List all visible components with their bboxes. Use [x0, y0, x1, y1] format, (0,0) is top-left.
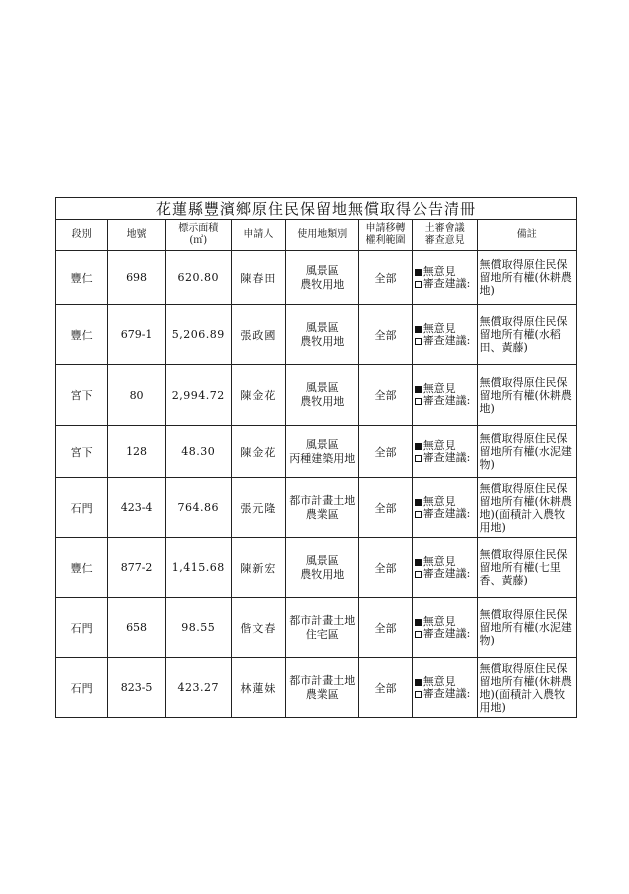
remark-cell: 無償取得原住民保留地所有權(水稻田、黃藤) [477, 305, 576, 365]
land-use-zone: 風景區 [305, 381, 339, 394]
remark-cell: 無償取得原住民保留地所有權(七里香、黃藤) [477, 538, 576, 598]
no-objection-label: 無意見 [422, 614, 456, 628]
header-area [165, 220, 231, 251]
suggestion-option [415, 278, 477, 290]
land-use-category: 農牧用地 [300, 334, 345, 348]
no-objection-label: 無意見 [422, 674, 456, 688]
remark-cell: 無償取得原住民保留地所有權(休耕農地)(面積計入農牧用地) [477, 478, 576, 538]
checkbox-icon [415, 386, 422, 393]
land-use-cell [286, 538, 359, 598]
document-title: 花蓮縣豐濱鄉原住民保留地無償取得公告清冊 [56, 198, 577, 220]
suggestion-option [415, 568, 477, 580]
remark-cell: 無償取得原住民保留地所有權(休耕農地) [477, 251, 576, 305]
land-use-zone: 風景區 [305, 437, 339, 451]
land-use-zone: 風景區 [305, 553, 339, 567]
lot-cell: 877-2 [108, 538, 166, 598]
segment-cell: 宮下 [56, 426, 108, 478]
table-row [56, 478, 577, 538]
lot-cell: 658 [108, 598, 166, 658]
suggestion-label: 審查建議: [422, 276, 471, 290]
table-row [56, 365, 577, 426]
land-use-category: 住宅區 [305, 627, 339, 641]
land-use-zone: 風景區 [305, 320, 339, 334]
header-area-line2: (㎡) [189, 235, 208, 246]
lot-cell: 698 [108, 251, 166, 305]
area-cell: 1,415.68 [165, 538, 231, 598]
checkbox-icon [415, 631, 422, 638]
lot-cell: 823-5 [108, 658, 166, 718]
segment-cell: 石門 [56, 658, 108, 718]
scope-cell: 全部 [359, 251, 412, 305]
land-use-category: 農業區 [305, 507, 339, 521]
remark-cell: 無償取得原住民保留地所有權(休耕農地)(面積計入農牧用地) [477, 658, 576, 718]
land-use-category: 農牧用地 [300, 567, 345, 581]
no-objection-label: 無意見 [422, 554, 456, 568]
review-opinion-cell [412, 538, 477, 598]
land-use-cell [286, 478, 359, 538]
review-opinion-cell [412, 658, 477, 718]
land-use-category: 農牧用地 [300, 395, 345, 408]
lot-cell: 679-1 [108, 305, 166, 365]
land-use-zone: 風景區 [305, 263, 339, 277]
table-row [56, 251, 577, 305]
land-use-category: 丙種建築用地 [289, 451, 356, 465]
header-area-line1: 標示面積 [178, 223, 219, 234]
scope-cell: 全部 [359, 305, 412, 365]
segment-cell: 宮下 [56, 365, 108, 426]
table-row [56, 658, 577, 718]
header-scope-line1: 申請移轉 [365, 223, 406, 234]
header-review-line2: 審查意見 [424, 235, 465, 246]
no-objection-label: 無意見 [422, 382, 456, 395]
suggestion-option [415, 628, 477, 640]
scope-cell: 全部 [359, 426, 412, 478]
checkbox-icon [415, 679, 422, 686]
announcement-table [55, 197, 577, 718]
land-use-category: 農牧用地 [300, 277, 345, 291]
land-use-cell [286, 251, 359, 305]
lot-cell: 80 [108, 365, 166, 426]
header-land-use: 使用地類別 [286, 220, 359, 251]
applicant-cell: 林蓮妹 [231, 658, 285, 718]
suggestion-option [415, 335, 477, 347]
segment-cell: 豐仁 [56, 538, 108, 598]
review-opinion-cell [412, 598, 477, 658]
applicant-cell: 張政國 [231, 305, 285, 365]
land-use-cell [286, 305, 359, 365]
area-cell: 5,206.89 [165, 305, 231, 365]
header-applicant: 申請人 [231, 220, 285, 251]
segment-cell: 石門 [56, 598, 108, 658]
checkbox-icon [415, 326, 422, 333]
suggestion-label: 審查建議: [422, 506, 471, 520]
checkbox-icon [415, 455, 422, 462]
table-body [56, 251, 577, 718]
header-row [56, 220, 577, 251]
land-use-cell [286, 598, 359, 658]
table-row [56, 598, 577, 658]
header-lot: 地號 [108, 220, 166, 251]
checkbox-icon [415, 511, 422, 518]
area-cell: 423.27 [165, 658, 231, 718]
checkbox-icon [415, 619, 422, 626]
review-opinion-cell [412, 426, 477, 478]
checkbox-icon [415, 269, 422, 276]
land-use-cell [286, 365, 359, 426]
checkbox-icon [415, 559, 422, 566]
area-cell: 48.30 [165, 426, 231, 478]
checkbox-icon [415, 571, 422, 578]
land-use-zone: 都市計畫土地 [289, 613, 356, 627]
segment-cell: 石門 [56, 478, 108, 538]
area-cell: 620.80 [165, 251, 231, 305]
area-cell: 98.55 [165, 598, 231, 658]
checkbox-icon [415, 499, 422, 506]
suggestion-option [415, 395, 477, 407]
segment-cell: 豐仁 [56, 305, 108, 365]
applicant-cell: 陳金花 [231, 426, 285, 478]
review-opinion-cell [412, 365, 477, 426]
lot-cell: 128 [108, 426, 166, 478]
land-use-zone: 都市計畫土地 [289, 673, 356, 687]
header-scope [359, 220, 412, 251]
scope-cell: 全部 [359, 658, 412, 718]
remark-cell: 無償取得原住民保留地所有權(休耕農地) [477, 365, 576, 426]
suggestion-label: 審查建議: [422, 626, 471, 640]
review-opinion-cell [412, 478, 477, 538]
land-use-cell [286, 658, 359, 718]
suggestion-label: 審查建議: [422, 450, 471, 464]
suggestion-option [415, 688, 477, 700]
suggestion-label: 審查建議: [422, 394, 471, 407]
applicant-cell: 陳金花 [231, 365, 285, 426]
no-objection-label: 無意見 [422, 494, 456, 508]
suggestion-label: 審查建議: [422, 566, 471, 580]
header-segment: 段別 [56, 220, 108, 251]
checkbox-icon [415, 281, 422, 288]
no-objection-label: 無意見 [422, 438, 456, 452]
remark-cell: 無償取得原住民保留地所有權(水泥建物) [477, 598, 576, 658]
scope-cell: 全部 [359, 598, 412, 658]
no-objection-label: 無意見 [422, 321, 456, 335]
lot-cell: 423-4 [108, 478, 166, 538]
suggestion-label: 審查建議: [422, 333, 471, 347]
area-cell: 2,994.72 [165, 365, 231, 426]
review-opinion-cell [412, 305, 477, 365]
table-row [56, 305, 577, 365]
suggestion-label: 審查建議: [422, 686, 471, 700]
scope-cell: 全部 [359, 538, 412, 598]
suggestion-option [415, 452, 477, 464]
checkbox-icon [415, 691, 422, 698]
applicant-cell: 偕文春 [231, 598, 285, 658]
segment-cell: 豐仁 [56, 251, 108, 305]
land-use-zone: 都市計畫土地 [289, 493, 356, 507]
scope-cell: 全部 [359, 365, 412, 426]
checkbox-icon [415, 443, 422, 450]
applicant-cell: 陳春田 [231, 251, 285, 305]
land-use-cell [286, 426, 359, 478]
applicant-cell: 張元隆 [231, 478, 285, 538]
checkbox-icon [415, 338, 422, 345]
header-review-line1: 土審會議 [424, 223, 465, 234]
suggestion-option [415, 508, 477, 520]
checkbox-icon [415, 398, 422, 405]
scope-cell: 全部 [359, 478, 412, 538]
table-row [56, 538, 577, 598]
header-scope-line2: 權利範圍 [365, 235, 406, 246]
no-objection-label: 無意見 [422, 264, 456, 278]
table-row [56, 426, 577, 478]
land-use-category: 農業區 [305, 687, 339, 701]
area-cell: 764.86 [165, 478, 231, 538]
applicant-cell: 陳新宏 [231, 538, 285, 598]
review-opinion-cell [412, 251, 477, 305]
header-remark: 備註 [477, 220, 576, 251]
header-review [412, 220, 477, 251]
remark-cell: 無償取得原住民保留地所有權(水泥建物) [477, 426, 576, 478]
